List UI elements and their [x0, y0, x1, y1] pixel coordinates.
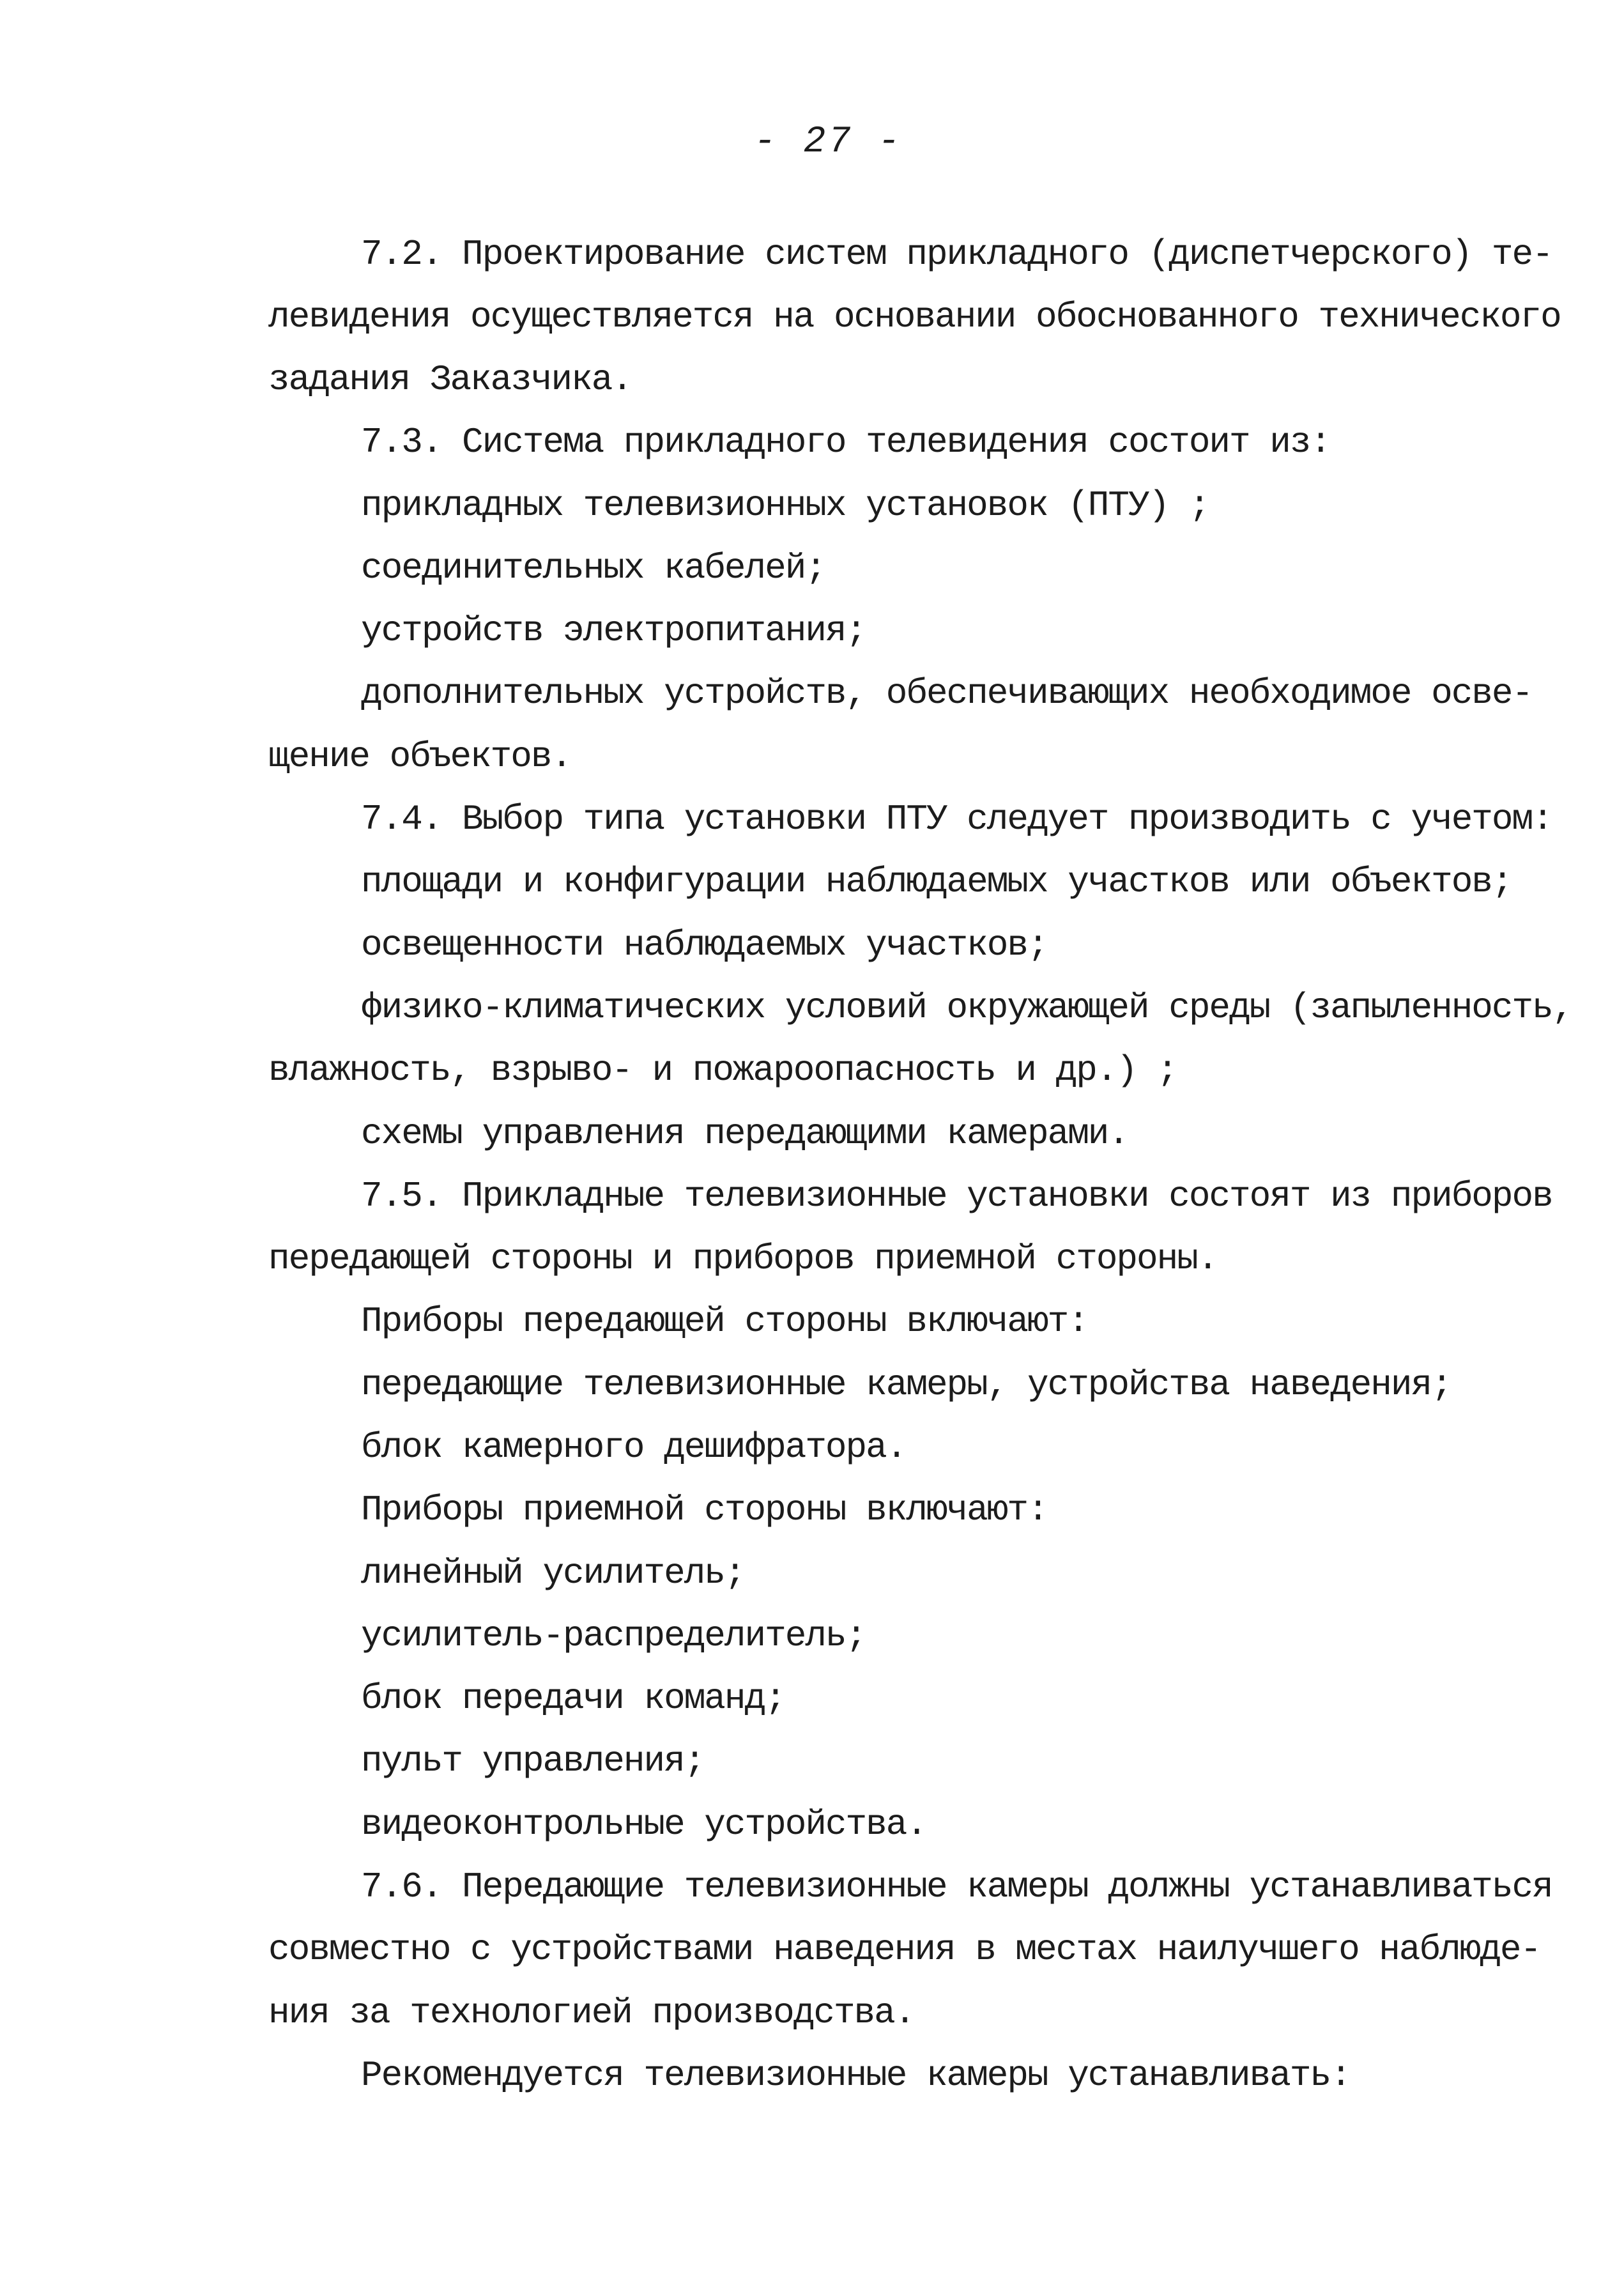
list-item-command-block: блок передачи команд; — [361, 1678, 785, 1719]
list-item-climate-line-1: физико-климатических условий окружающей среды (запыленность, — [361, 987, 1573, 1028]
list-item-climate-line-2: влажность, взрыво- и пожароопасность и др.) ; — [268, 1050, 1177, 1091]
list-item-power: устройств электропитания; — [361, 610, 866, 651]
page-number: - 27 - — [754, 121, 903, 163]
list-item-cameras: передающие телевизионные камеры, устройства наведения; — [361, 1364, 1452, 1405]
recommendation-line: Рекомендуется телевизионные камеры устанавливать: — [361, 2055, 1351, 2096]
list-item-ptu: прикладных телевизионных установок (ПТУ) ; — [361, 485, 1209, 526]
paragraph-7-2-line-1: 7.2. Проектирование систем прикладного (диспетчерского) те- — [361, 234, 1552, 275]
list-item-cables: соединительных кабелей; — [361, 548, 825, 588]
paragraph-7-2-line-2: левидения осуществляется на основании обоснованного технического — [268, 296, 1561, 337]
list-item-illumination: освещенности наблюдаемых участков; — [361, 925, 1048, 965]
paragraph-7-5-line-1: 7.5. Прикладные телевизионные установки состоят из приборов — [361, 1176, 1552, 1217]
transmit-side-heading: Приборы передающей стороны включают: — [361, 1301, 1088, 1342]
paragraph-7-3-heading: 7.3. Система прикладного телевидения состоит из: — [361, 422, 1331, 463]
list-item-control-panel: пульт управления; — [361, 1741, 705, 1781]
list-item-line-amplifier: линейный усилитель; — [361, 1553, 745, 1594]
list-item-lighting-line-2: щение объектов. — [268, 736, 572, 777]
list-item-distribution-amplifier: усилитель-распределитель; — [361, 1615, 866, 1656]
list-item-video-monitors: видеоконтрольные устройства. — [361, 1804, 926, 1845]
paragraph-7-6-line-3: ния за технологией производства. — [268, 1992, 915, 2033]
paragraph-7-6-line-2: совместно с устройствами наведения в местах наилучшего наблюде- — [268, 1929, 1541, 1970]
list-item-lighting-line-1: дополнительных устройств, обеспечивающих необходимое осве- — [361, 673, 1533, 714]
list-item-control-scheme: схемы управления передающими камерами. — [361, 1113, 1129, 1154]
paragraph-7-5-line-2: передающей стороны и приборов приемной стороны. — [268, 1238, 1218, 1279]
list-item-area: площади и конфигурации наблюдаемых участков или объектов; — [361, 861, 1512, 902]
paragraph-7-6-line-1: 7.6. Передающие телевизионные камеры должны устанавливаться — [361, 1866, 1552, 1907]
receive-side-heading: Приборы приемной стороны включают: — [361, 1489, 1048, 1530]
paragraph-7-2-line-3: задания Заказчика. — [268, 359, 632, 400]
paragraph-7-4-heading: 7.4. Выбор типа установки ПТУ следует производить с учетом: — [361, 799, 1552, 840]
list-item-decoder: блок камерного дешифратора. — [361, 1427, 907, 1468]
